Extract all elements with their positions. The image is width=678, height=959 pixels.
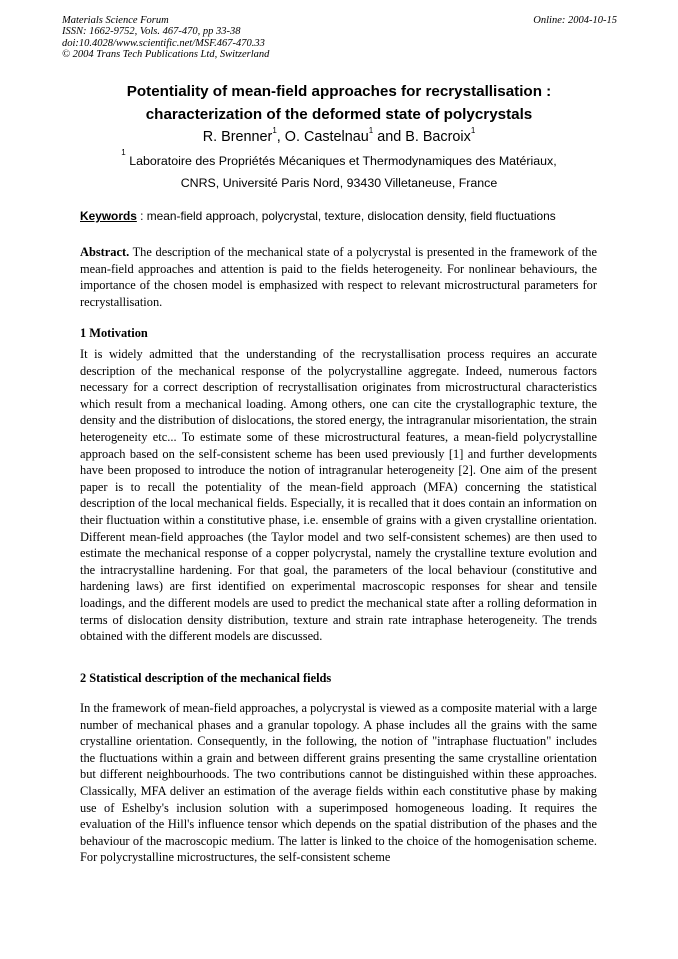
author-separator-2: and [373, 129, 406, 145]
keywords [80, 208, 600, 224]
copyright-line: © 2004 Trans Tech Publications Ltd, Switzerland [62, 49, 270, 61]
author-2: O. Castelnau [284, 129, 369, 145]
affiliation-line-2: CNRS, Université Paris Nord, 93430 Villetaneuse, France [180, 176, 498, 190]
abstract-text: The description of the mechanical state of a polycrystal is presented in the framework of the mean-field approaches and attention is paid to the fields heterogeneity. For nonlinear behaviours, the importance of the chosen model is emphasized with respect to relevant microstructural parameters for recrystallisation. [80, 245, 597, 309]
keywords-label: Keywords [80, 209, 137, 223]
issn-line: ISSN: 1662-9752, Vols. 467-470, pp 33-38 [62, 26, 241, 38]
author-1-affil-mark: 1 [272, 126, 277, 135]
section-1-heading: 1 Motivation [80, 326, 148, 340]
abstract-label: Abstract. [80, 245, 130, 259]
title-line-1: Potentiality of mean-field approaches for recrystallisation : [126, 83, 552, 100]
title-line-2: characterization of the deformed state of polycrystals [145, 106, 533, 123]
affiliation-mark: 1 [121, 148, 126, 157]
affiliation [60, 150, 618, 194]
section-2-heading: 2 Statistical description of the mechanical fields [80, 671, 332, 685]
author-separator-1: , [276, 129, 285, 145]
section-2-paragraph: In the framework of mean-field approaches, a polycrystal is viewed as a composite material with a large number of mechanical phases and a granular topology. A phase includes all the grains with the same crystalline orientation. Consequently, in the following, the notion of "intraphase fluctuation" includes the fluctuations within a grain and between different grains presenting the same crystalline orientation but different neighbourhoods. The two contributions cannot be distinguished within these approaches. Classically, MFA deliver an estimation of the average fields within each constitutive phase by making use of Eshelby's inclusion solution with a superimposed homogeneous loading. It requires the evaluation of the Hill's influence tensor which depends on the spatial distribution of the phases and the behaviour of the macroscopic medium. The latter is linked to the choice of the homogenisation scheme. For polycrystalline microstructures, the self-consistent scheme [80, 701, 597, 865]
journal-header [62, 15, 617, 61]
author-3: B. Bacroix [405, 129, 471, 145]
online-date: Online: 2004-10-15 [533, 15, 617, 26]
abstract [80, 244, 597, 310]
paper-title [60, 80, 618, 126]
affiliation-line-1: $^1$ Laboratoire des Propriétés Mécaniques et Thermodynamiques des Matériaux, [121, 148, 557, 168]
author-3-affil-mark: 1 [470, 126, 476, 135]
keywords-text: : mean-field approach, polycrystal, texture, dislocation density, field fluctuations [136, 209, 556, 223]
author-list [60, 128, 618, 146]
doi-line: doi:10.4028/www.scientific.net/MSF.467-470.33 [62, 37, 265, 49]
author-1: R. Brenner [202, 129, 273, 145]
author-2-affil-mark: 1 [368, 126, 374, 135]
section-1-paragraph: It is widely admitted that the understanding of the recrystallisation process requires an accurate description of the mechanical response of the polycrystalline aggregate. Indeed, numerous factors necessary for a correct description of recrystallisation originates from microstructural characteristics which result from a mechanical loading. Among others, one can cite the crystallographic texture, the density and the distribution of dislocations, the stored energy, the intragranular misorientation, the strain heterogeneity etc... To estimate some of these microstructural features, a mean-field polycrystalline approach based on the self-consistent scheme has been used previously [1] and further developments have been proposed to introduce the notion of intragranular heterogeneity [2]. One aim of the present paper is to recall the potentiality of the mean-field approach (MFA) concerning the statistical description of the local mechanical fields. Especially, it is recalled that it does contain an information on their fluctuation within a constitutive phase, i.e. ensemble of grains with a given crystalline orientation. Different mean-field approaches (the Taylor model and two self-consistent schemes) are then used to estimate the mechanical response of a copper polycrystal, namely the crystalline texture evolution and the intracrystalline hardening. For that goal, the parameters of the local behaviour (constitutive and hardening laws) are first identified on experimental macroscopic responses for shear and tensile loadings, and the different models are used to predict the mechanical state after a rolling deformation in terms of dislocation density distribution, texture and strain rate intraphase heterogeneity. The trends obtained with the different models are discussed. [80, 347, 597, 644]
journal-name: Materials Science Forum [62, 15, 169, 26]
